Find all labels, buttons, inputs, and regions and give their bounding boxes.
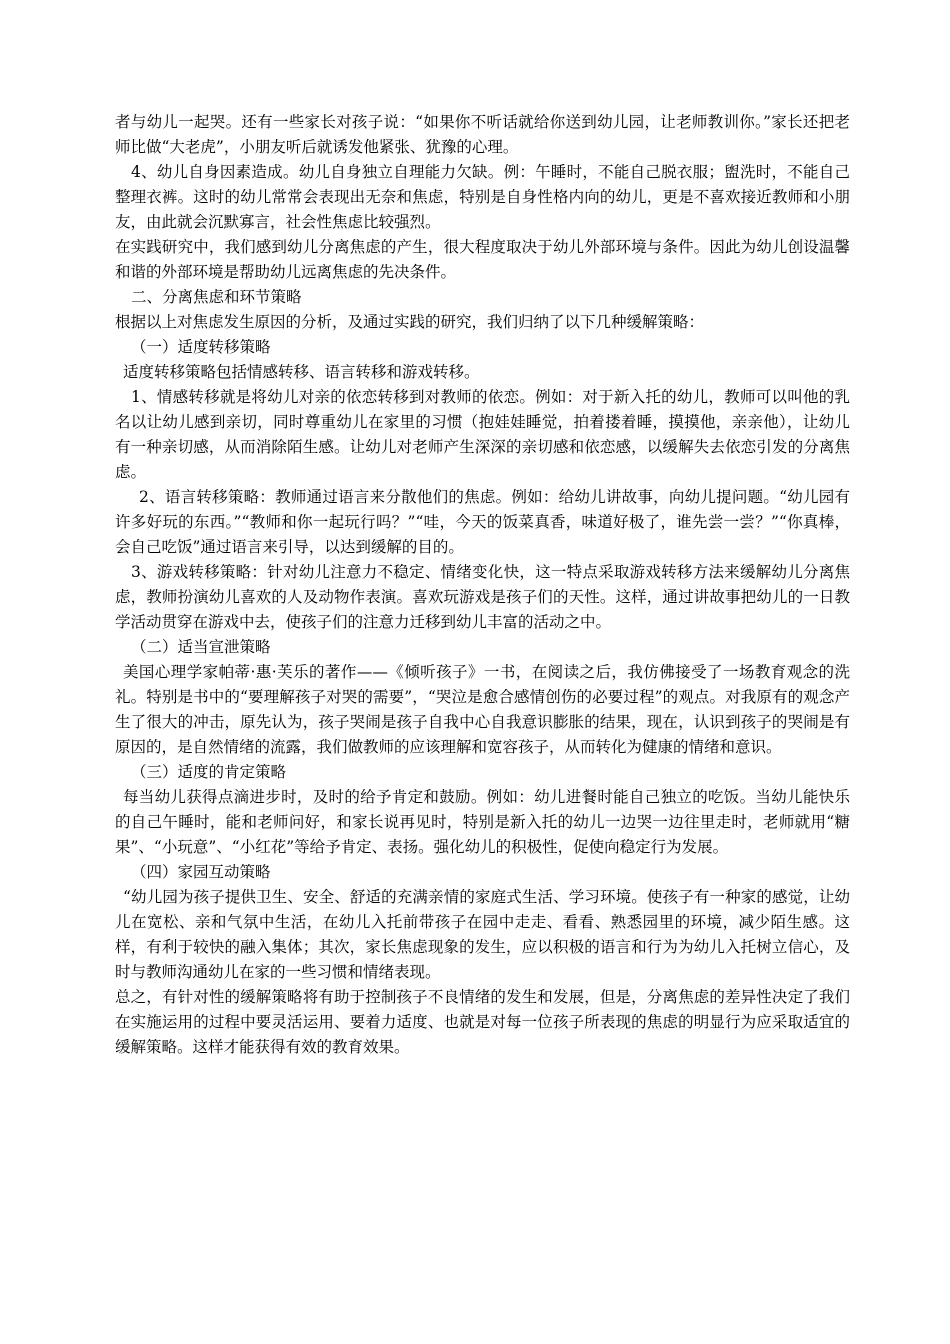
paragraph-home-school: “幼儿园为孩子提供卫生、安全、舒适的充满亲情的家庭式生活、学习环境。使孩子有一种家的感觉，让幼儿在宽松、亲和气氛中生活，在幼儿入托前带孩子在园中走走、看看、熟悉园里的环境，减少陌生感。这样，有利于较快的融入集体；其次，家长焦虑现象的发生，应以积极的语言和行为为幼儿入托树立信心，及时与教师沟通幼儿在家的一些习惯和情绪表现。 [115, 888, 850, 981]
paragraph-self-factors: 4、幼儿自身因素造成。幼儿自身独立自理能力欠缺。例：午睡时，不能自己脱衣服；盥洗时，不能自己整理衣裤。这时的幼儿常常会表现出无奈和焦虑，特别是自身性格内向的幼儿，更是不喜欢接近教师和小朋友，由此就会沉默寡言，社会性焦虑比较强烈。 [115, 163, 850, 231]
paragraph-emotion-transfer: 1、情感转移就是将幼儿对亲的依恋转移到对教师的依恋。例如：对于新入托的幼儿，教师可以叫他的乳名以让幼儿感到亲切，同时尊重幼儿在家里的习惯（抱娃娃睡觉，拍着搂着睡，摸摸他，亲亲他），让幼儿有一种亲切感，从而消除陌生感。让幼儿对老师产生深深的亲切感和依恋感，以缓解失去依恋引发的分离焦虑。 [115, 388, 850, 481]
paragraph-strategy-intro: 根据以上对焦虑发生原因的分析，及通过实践的研究，我们归纳了以下几种缓解策略： [115, 313, 705, 331]
subheading-transfer-strategy: （一）适度转移策略 [131, 338, 271, 356]
subheading-affirmation-strategy: （三）适度的肯定策略 [131, 763, 287, 781]
document-page [115, 110, 850, 1060]
subheading-venting-strategy: （二）适当宣泄策略 [131, 638, 271, 656]
paragraph-venting: 美国心理学家帕蒂·惠·芙乐的著作——《倾听孩子》一书，在阅读之后，我仿佛接受了一场教育观念的洗礼。特别是书中的“要理解孩子对哭的需要”，“哭泣是愈合感情创伤的必要过程”的观点。对我原有的观念产生了很大的冲击，原先认为，孩子哭闹是孩子自我中心自我意识膨胀的结果，现在，认识到孩子的哭闹是有原因的，是自然情绪的流露，我们做教师的应该理解和宽容孩子，从而转化为健康的情绪和意识。 [115, 663, 850, 756]
paragraph-game-transfer: 3、游戏转移策略：针对幼儿注意力不稳定、情绪变化快，这一特点采取游戏转移方法来缓解幼儿分离焦虑，教师扮演幼儿喜欢的人及动物作表演。喜欢玩游戏是孩子们的天性。这样，通过讲故事把幼儿的一日教学活动贯穿在游戏中去，使孩子们的注意力迁移到幼儿丰富的活动之中。 [115, 563, 850, 631]
paragraph-transfer-types: 适度转移策略包括情感转移、语言转移和游戏转移。 [123, 363, 480, 381]
section-heading-strategies: 二、分离焦虑和环节策略 [131, 288, 302, 306]
paragraph-language-transfer: 2、语言转移策略：教师通过语言来分散他们的焦虑。例如：给幼儿讲故事，向幼儿提问题。“幼儿园有许多好玩的东西。”“教师和你一起玩行吗？”“哇，今天的饭菜真香，味道好极了，谁先尝一尝？”“你真棒，会自己吃饭”通过语言来引导，以达到缓解的目的。 [115, 488, 850, 556]
paragraph-practice-research: 在实践研究中，我们感到幼儿分离焦虑的产生，很大程度取决于幼儿外部环境与条件。因此为幼儿创设温馨和谐的外部环境是帮助幼儿远离焦虑的先决条件。 [115, 238, 850, 281]
paragraph-conclusion: 总之，有针对性的缓解策略将有助于控制孩子不良情绪的发生和发展，但是，分离焦虑的差异性决定了我们在实施运用的过程中要灵活运用、要着力适度、也就是对每一位孩子所表现的焦虑的明显行为应采取适宜的缓解策略。这样才能获得有效的教育效果。 [115, 988, 850, 1056]
paragraph-affirmation: 每当幼儿获得点滴进步时，及时的给予肯定和鼓励。例如：幼儿进餐时能自己独立的吃饭。当幼儿能快乐的自己午睡时，能和老师问好，和家长说再见时，特别是新入托的幼儿一边哭一边往里走时，老师就用“糖果”、“小玩意”、“小红花”等给予肯定、表扬。强化幼儿的积极性，促使向稳定行为发展。 [115, 788, 850, 856]
paragraph-parent-influence: 者与幼儿一起哭。还有一些家长对孩子说：“如果你不听话就给你送到幼儿园，让老师教训你。”家长还把老师比做“大老虎”，小朋友听后就诱发他紧张、犹豫的心理。 [115, 113, 850, 156]
subheading-home-school-strategy: （四）家园互动策略 [131, 863, 271, 881]
